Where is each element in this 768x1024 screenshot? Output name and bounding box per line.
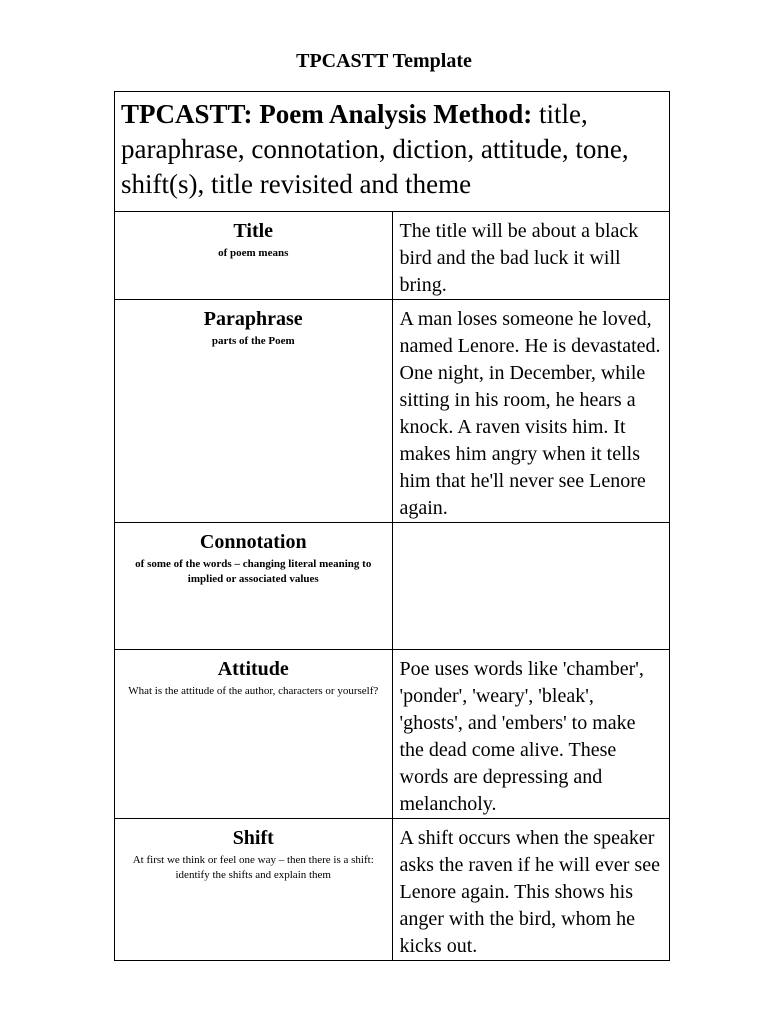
row-label-title: Title xyxy=(233,220,274,242)
table-header-row xyxy=(115,92,670,212)
row-content-title: The title will be about a black bird and the bad luck it will bring. xyxy=(392,212,670,300)
row-content-connotation xyxy=(392,523,670,650)
row-sublabel-attitude: What is the attitude of the author, characters or yourself? xyxy=(128,685,379,697)
row-content-attitude: Poe uses words like 'chamber', 'ponder', 'weary', 'bleak', 'ghosts', and 'embers' to make the dead come alive. These words are depressing and melancholy. xyxy=(392,650,670,819)
page-title: TPCASTT Template xyxy=(296,50,472,72)
table-row xyxy=(115,300,670,523)
header-bold-text: TPCASTT: Poem Analysis Method: xyxy=(121,99,533,129)
row-label-attitude: Attitude xyxy=(217,658,289,680)
row-label-paraphrase: Paraphrase xyxy=(203,308,303,330)
row-label-cell xyxy=(115,650,393,819)
row-sublabel-paraphrase: parts of the Poem xyxy=(211,335,295,347)
row-label-connotation: Connotation xyxy=(199,531,307,553)
row-content-paraphrase: A man loses someone he loved, named Lenore. He is devastated. One night, in December, while sitting in his room, he hears a knock. A raven visits him. It makes him angry when it tells him that he'll never see Lenore again. xyxy=(392,300,670,523)
row-label-cell xyxy=(115,212,393,300)
row-sublabel-title: of poem means xyxy=(218,247,289,259)
table-row xyxy=(115,819,670,961)
table-row xyxy=(115,523,670,650)
row-sublabel-shift: At first we think or feel one way – then there is a shift: identify the shifts and explain them xyxy=(132,854,374,881)
header-rest-text: title, paraphrase, connotation, diction, attitude, tone, shift(s), title revisited and theme xyxy=(121,99,629,199)
tpcastt-table xyxy=(114,91,670,961)
row-content-shift: A shift occurs when the speaker asks the raven if he will ever see Lenore again. This shows his anger with the bird, whom he kicks out. xyxy=(392,819,670,961)
row-label-cell xyxy=(115,523,393,650)
row-label-cell xyxy=(115,300,393,523)
row-sublabel-connotation: of some of the words – changing literal meaning to implied or associated values xyxy=(135,558,372,585)
table-row xyxy=(115,212,670,300)
table-header-cell xyxy=(115,92,670,212)
row-label-cell xyxy=(115,819,393,961)
table-row xyxy=(115,650,670,819)
row-label-shift: Shift xyxy=(232,827,274,849)
